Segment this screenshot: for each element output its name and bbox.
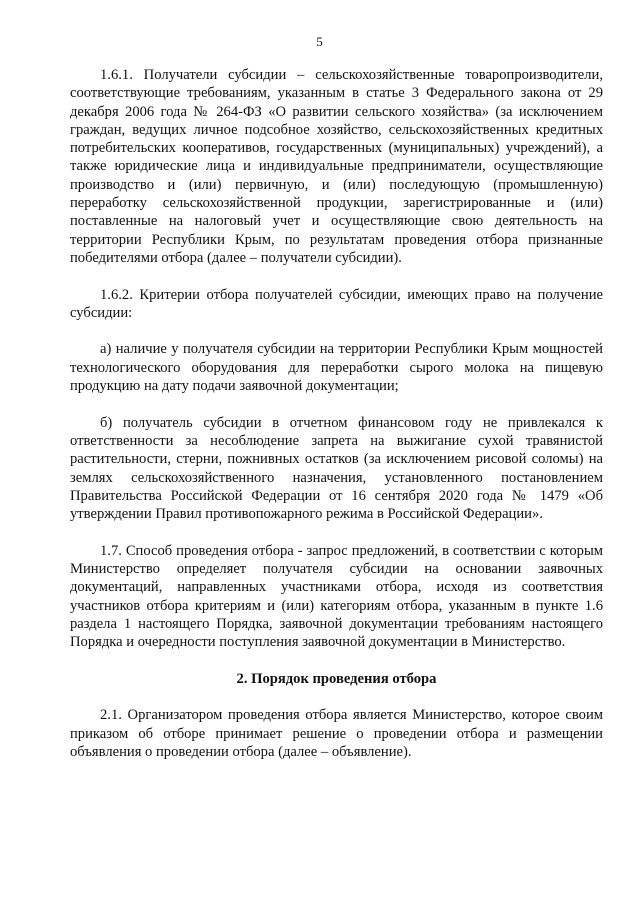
document-body — [70, 66, 603, 780]
page-number: 5 — [316, 34, 323, 49]
paragraph-1-6-1: 1.6.1. Получатели субсидии – сельскохозяйственные товаропроизводители, соответствующие требованиям, указанным в статье 3 Федерального закона от 29 декабря 2006 года № 264-ФЗ «О развитии сельского хозяйства» (за исключением граждан, ведущих личное подсобное хозяйство, сельскохозяйственных кредитных потребительских кооперативов, государственных (муниципальных) учреждений), а также юридические лица и индивидуальные предприниматели, осуществляющие производство и (или) первичную, и (или) последующую (промышленную) переработку сельскохозяйственной продукции, зарегистрированные и (или) поставленные на налоговый учет и осуществляющие свою деятельность на территории Республики Крым, по результатам проведения отбора признанные победителями отбора (далее – получатели субсидии). — [70, 67, 603, 266]
paragraph-1-6-2: 1.6.2. Критерии отбора получателей субсидии, имеющих право на получение субсидии: — [70, 286, 603, 321]
section-2-heading: 2. Порядок проведения отбора — [236, 670, 437, 687]
criterion-b: б) получатель субсидии в отчетном финансовом году не привлекался к ответственности за несоблюдение запрета на выжигание сухой травянистой растительности, стерни, пожнивных остатков (за исключением рисовой соломы) на землях сельскохозяйственного назначения, установленного постановлением Правительства Российской Федерации от 16 сентября 2020 года № 1479 «Об утверждении Правил противопожарного режима в Российской Федерации». — [70, 414, 603, 523]
paragraph-2-1: 2.1. Организатором проведения отбора является Министерство, которое своим приказом об отборе принимает решение о проведении отбора и размещении объявления о проведении отбора (далее – объявление). — [70, 707, 603, 760]
paragraph-1-7: 1.7. Способ проведения отбора - запрос предложений, в соответствии с которым Министерство определяет получателя субсидии на основании заявочных документаций, направленных участниками отбора, исходя из соответствия участников отбора критериям и (или) категориям отбора, указанным в пункте 1.6 раздела 1 настоящего Порядка, заявочной документации требованиям настоящего Порядка и очередности поступления заявочной документации в Министерство. — [70, 542, 603, 651]
criterion-a: а) наличие у получателя субсидии на территории Республики Крым мощностей технологического оборудования для переработки сырого молока на пищевую продукцию на дату подачи заявочной документации; — [70, 341, 603, 395]
